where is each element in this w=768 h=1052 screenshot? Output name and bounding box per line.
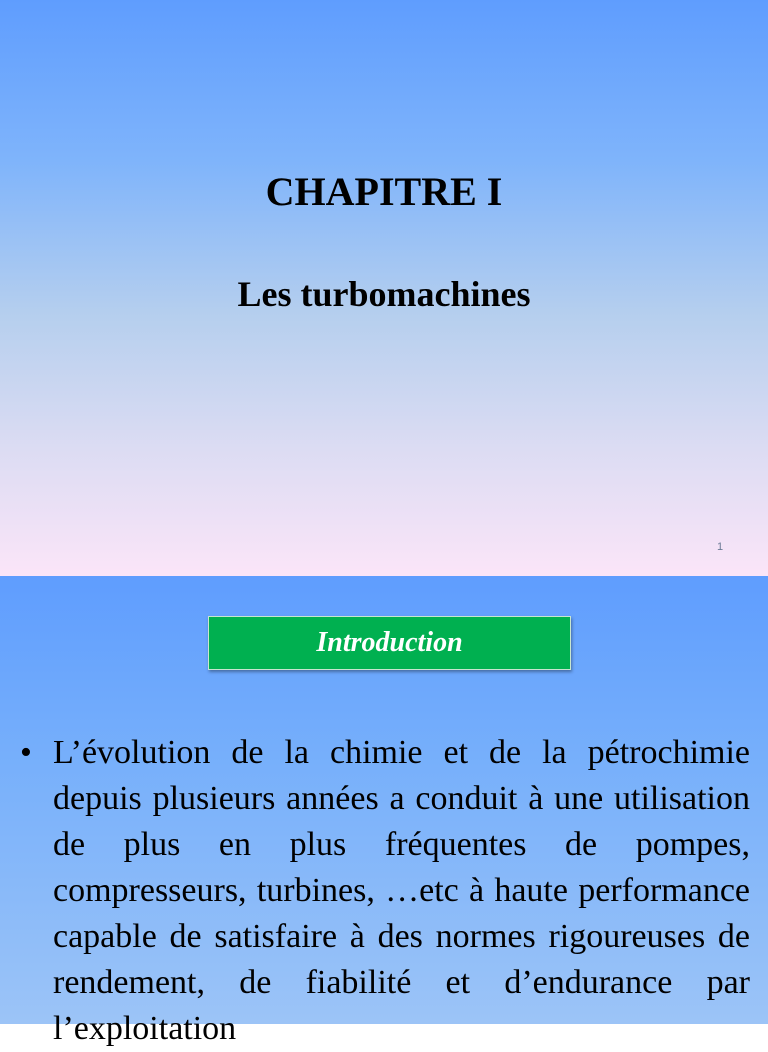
- introduction-slide: [0, 576, 768, 1047]
- bullet-item: [20, 730, 750, 1052]
- introduction-label: Introduction: [316, 627, 463, 658]
- chapter-subtitle: Les turbomachines: [237, 274, 531, 314]
- chapter-title: CHAPITRE I: [265, 169, 503, 214]
- bullet-icon: •: [20, 734, 32, 771]
- slide-page-number: 1: [716, 541, 724, 553]
- bullet-text: L’évolution de la chimie et de la pétrochimie depuis plusieurs années a conduit à une utilisation de plus en plus fréquentes de pompes, compresseurs, turbines, …etc à haute performance capable de satisfaire à des normes rigoureuses de rendement, de fiabilité et d’endurance par l’exploitation: [53, 734, 750, 1047]
- introduction-banner: [208, 616, 571, 670]
